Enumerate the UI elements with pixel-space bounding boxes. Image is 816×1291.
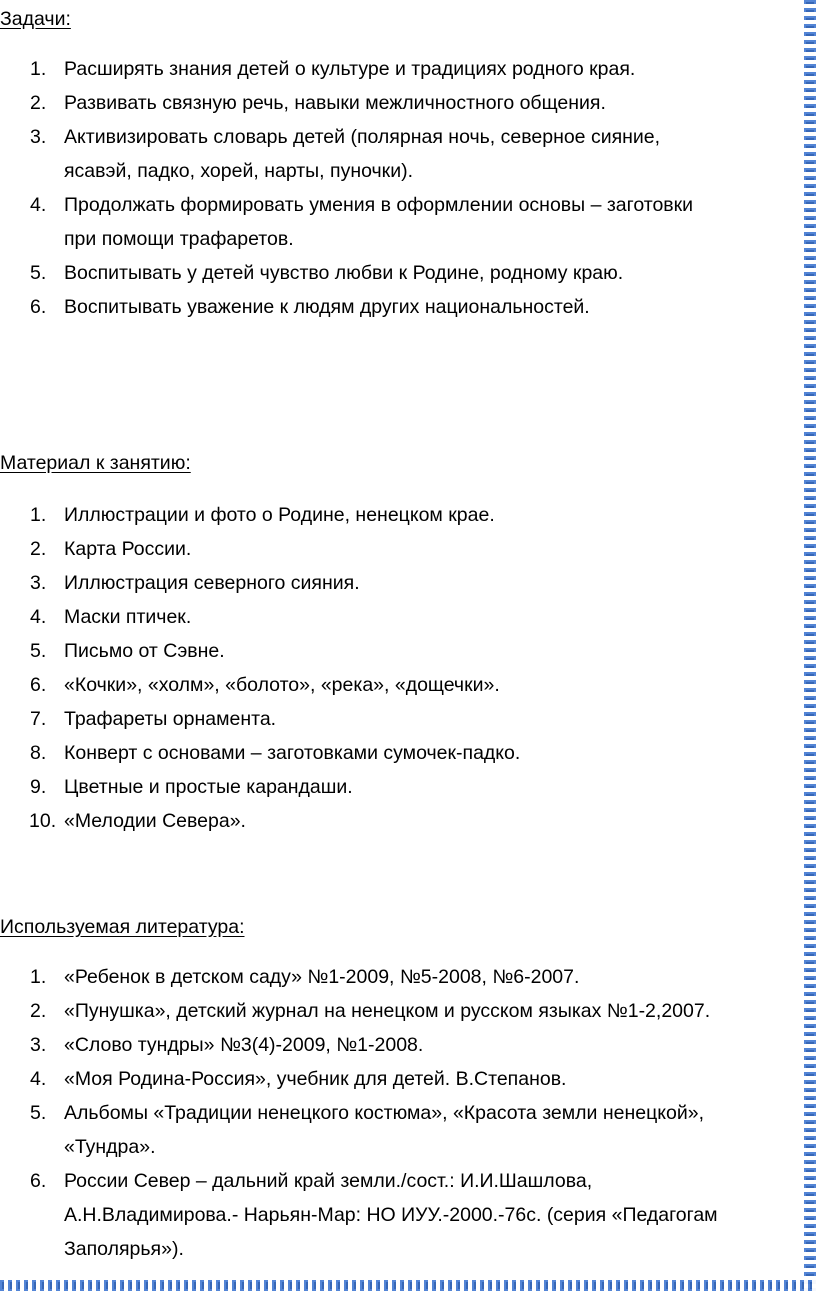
section-heading-tasks: Задачи: bbox=[0, 8, 71, 30]
list-item: 6. Воспитывать уважение к людям других национальностей. bbox=[30, 296, 590, 318]
list-item: 4. Продолжать формировать умения в оформлении основы – заготовки при помощи трафаретов. bbox=[30, 194, 694, 250]
list-item: 5. Альбомы «Традиции ненецкого костюма», «Красота земли ненецкой», «Тундра». bbox=[30, 1102, 705, 1158]
list-item: 2. «Пунушка», детский журнал на ненецком и русском языках №1-2,2007. bbox=[30, 1000, 711, 1022]
list-item: 6. «Кочки», «холм», «болото», «река», «дощечки». bbox=[30, 674, 500, 696]
list-item: 5. Воспитывать у детей чувство любви к Родине, родному краю. bbox=[30, 262, 624, 284]
list-item: 7. Трафареты орнамента. bbox=[30, 708, 277, 730]
list-item: 1. «Ребенок в детском саду» №1-2009, №5-2008, №6-2007. bbox=[30, 966, 580, 988]
list-item: 9. Цветные и простые карандаши. bbox=[30, 776, 353, 798]
list-item: 3. Активизировать словарь детей (полярная ночь, северное сияние, ясавэй, падко, хорей, нарты, пуночки). bbox=[30, 126, 661, 182]
list-item: 2. Развивать связную речь, навыки межличностного общения. bbox=[30, 92, 606, 114]
list-item: 1. Иллюстрации и фото о Родине, ненецком крае. bbox=[30, 504, 495, 526]
list-item: 10. «Мелодии Севера». bbox=[29, 810, 246, 832]
literature-list bbox=[0, 960, 718, 1266]
page-border-bottom bbox=[0, 1280, 816, 1291]
section-heading-materials: Материал к занятию: bbox=[0, 452, 191, 474]
list-item: 4. «Моя Родина-Россия», учебник для детей. В.Степанов. bbox=[30, 1068, 567, 1090]
list-item: 4. Маски птичек. bbox=[30, 606, 192, 628]
tasks-list bbox=[0, 52, 693, 324]
list-item: 6. России Север – дальний край земли./сост.: И.И.Шашлова, А.Н.Владимирова.- Нарьян-Мар: НО ИУУ.-2000.-76с. (серия «Педагогам Заполярья»). bbox=[30, 1170, 718, 1260]
list-item: 3. «Слово тундры» №3(4)-2009, №1-2008. bbox=[30, 1034, 424, 1056]
list-item: 2. Карта России. bbox=[30, 538, 192, 560]
list-item: 5. Письмо от Сэвне. bbox=[30, 640, 225, 662]
list-item: 1. Расширять знания детей о культуре и традициях родного края. bbox=[30, 58, 636, 80]
list-item: 8. Конверт с основами – заготовками сумочек-падко. bbox=[30, 742, 521, 764]
list-item: 3. Иллюстрация северного сияния. bbox=[30, 572, 360, 594]
page-border-right bbox=[804, 0, 816, 1291]
materials-list bbox=[0, 498, 520, 838]
section-heading-literature: Используемая литература: bbox=[0, 916, 245, 938]
